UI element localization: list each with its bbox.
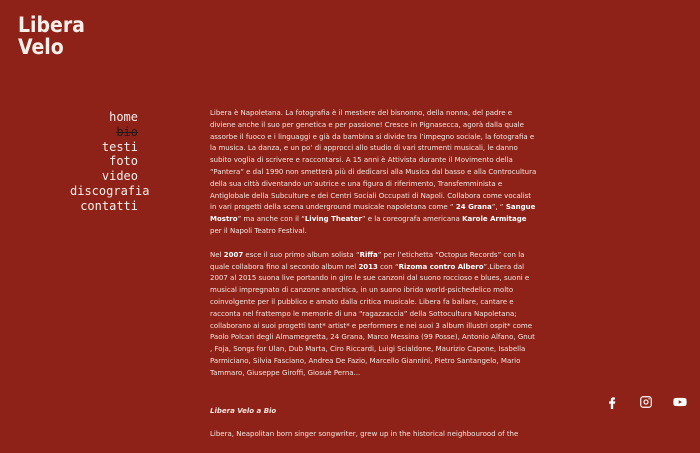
bio-paragraph-1: Libera è Napoletana. La fotografia è il mestiere del bisnonno, della nonna, del padre e diviene anche il suo per genetica e per passione! Cresce in Pignasecca, agorà dalla quale assorbe il fuoco e i linguaggi e già da bambina si divide tra l’impegno sociale, la fotografia e la musica. La danza, e un po’ di approcci allo studio di vari strumenti musicali, le danno subito voglia di scrivere e raccontarsi. A 15 anni è Attivista durante il Movimento della “Pantera” e dal 1990 non smetterà più di dedicarsi alla Musica dal basso e alla Controcultura della sua città diventando un’autrice e una figura di riferimento, Transfemminista e Antiglobale della Subculture e dei Centri Sociali Occupati di Napoli. Collabora come vocalist in vari progetti della scena underground musicale napoletana come “ 24 Grana”, “ Sangue Mostro” ma anche con il “Living Theater” e la coreografa americana Karole Armitage per il Napoli Teatro Festival. [210,109,537,235]
youtube-icon[interactable] [673,394,687,408]
facebook-icon[interactable] [605,394,619,408]
nav-bio[interactable]: bio [116,124,138,139]
nav-contatti[interactable]: contatti [80,198,138,213]
instagram-icon[interactable] [639,394,653,408]
main-nav [70,110,150,214]
logo-line-1: Libera [18,13,85,37]
social-links [605,394,687,408]
bio-paragraph-3: Libera, Neapolitan born singer songwriter, grew up in the historical neighbourood of the [210,430,519,439]
logo-line-2: Velo [18,35,64,59]
nav-testi[interactable]: testi [101,139,138,154]
bio-content [210,108,538,453]
nav-discografia[interactable]: discografia [70,183,150,198]
bio-paragraph-2: Nel 2007 esce il suo primo album solista “Riffa” per l’etichetta “Octopus Records” con la quale collabora fino al secondo album nel 2013 con “Rizoma contro Albero”.Libera dal 2007 al 2015 suona live portando in giro le sue canzoni dal suono roccioso e blues, suoni e musical impregnato di canzone anarchica, in un suono ibrido world-psichedelico molto coinvolgente per il pubblico e amato dalla critica musicale. Libera fa ballare, cantare e racconta nel frattempo le memorie di una “ragazzaccia” della Sottocultura Napoletana; collaborano ai suoi progetti tant* artist* e performers e nei suoi 3 album illustri ospit* come Paolo Polcari degli Almamegretta, 24 Grana, Marco Messina (99 Posse), Antonio Alfano, Gnut , Foja, Songs for Ulan, Dub Marta, Ciro Riccardi, Luigi Scialdone, Maurizio Capone, Isabella Parmiciano, Silvia Fasciano, Andrea De Fazio, Marcello Giannini, Pietro Santangelo, Mario Tammaro, Giuseppe Giroffi, Giosuè Perna... [210,250,535,377]
site-logo[interactable] [18,13,85,64]
nav-video[interactable]: video [101,169,138,184]
nav-foto[interactable]: foto [109,154,138,169]
nav-home[interactable]: home [109,110,138,124]
english-bio-heading: Libera Velo a Bio [210,406,277,415]
